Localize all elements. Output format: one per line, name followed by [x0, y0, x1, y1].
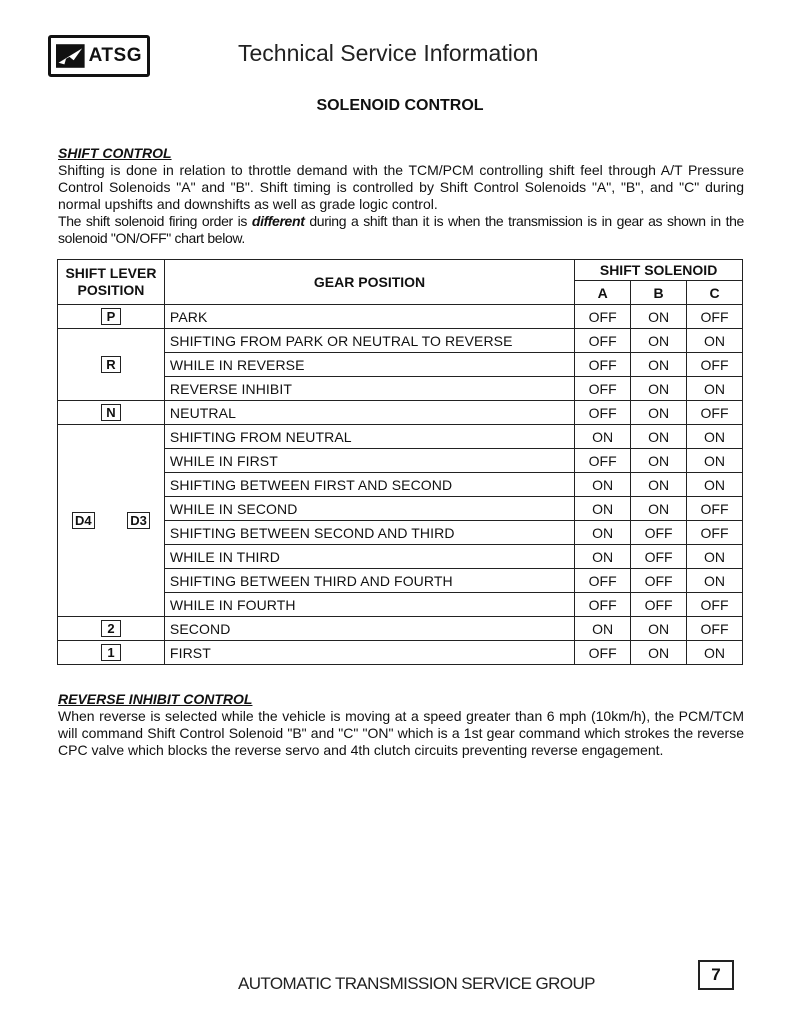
solenoid-a-cell: OFF: [575, 569, 631, 593]
plane-icon: [56, 42, 85, 70]
lever-drive: [58, 425, 165, 617]
solenoid-b-cell: ON: [631, 305, 687, 329]
solenoid-c-cell: OFF: [687, 401, 743, 425]
para2-after: during a shift than it is when the transmission is in gear as shown in the solenoid "ON/OFF" chart below.: [58, 213, 744, 246]
solenoid-b-cell: ON: [631, 449, 687, 473]
solenoid-a-cell: OFF: [575, 353, 631, 377]
solenoid-b-cell: ON: [631, 329, 687, 353]
solenoid-a-cell: ON: [575, 425, 631, 449]
solenoid-c-cell: ON: [687, 569, 743, 593]
section-title: SOLENOID CONTROL: [316, 97, 484, 114]
solenoid-c-cell: ON: [687, 545, 743, 569]
solenoid-c-cell: ON: [687, 641, 743, 665]
solenoid-c-cell: ON: [687, 377, 743, 401]
gear-cell: SHIFTING FROM NEUTRAL: [164, 425, 574, 449]
lever-d3: D3: [127, 512, 150, 529]
solenoid-a-cell: OFF: [575, 401, 631, 425]
header-gear-position: GEAR POSITION: [164, 260, 574, 305]
gear-cell: REVERSE INHIBIT: [164, 377, 574, 401]
solenoid-a-cell: OFF: [575, 593, 631, 617]
solenoid-b-cell: ON: [631, 353, 687, 377]
solenoid-a-cell: ON: [575, 473, 631, 497]
table-row: [58, 425, 743, 449]
gear-cell: WHILE IN REVERSE: [164, 353, 574, 377]
lever-neutral: N: [58, 401, 165, 425]
solenoid-b-cell: ON: [631, 377, 687, 401]
reverse-inhibit-heading: REVERSE INHIBIT CONTROL: [58, 691, 253, 707]
gear-cell: WHILE IN FIRST: [164, 449, 574, 473]
shift-control-heading: SHIFT CONTROL: [58, 145, 172, 161]
header-solenoid-b: B: [631, 281, 687, 305]
solenoid-c-cell: OFF: [687, 353, 743, 377]
para2-before: The shift solenoid firing order is: [58, 213, 252, 229]
gear-cell: WHILE IN FOURTH: [164, 593, 574, 617]
solenoid-a-cell: ON: [575, 521, 631, 545]
table-row: [58, 401, 743, 425]
header-shift-lever: SHIFT LEVER POSITION: [58, 260, 165, 305]
gear-cell: PARK: [164, 305, 574, 329]
solenoid-a-cell: OFF: [575, 329, 631, 353]
solenoid-b-cell: ON: [631, 401, 687, 425]
lever-d4: D4: [72, 512, 95, 529]
solenoid-c-cell: OFF: [687, 617, 743, 641]
solenoid-c-cell: ON: [687, 425, 743, 449]
solenoid-c-cell: OFF: [687, 497, 743, 521]
solenoid-c-cell: ON: [687, 329, 743, 353]
logo-text: ATSG: [88, 45, 142, 66]
table-row: [58, 641, 743, 665]
solenoid-a-cell: ON: [575, 617, 631, 641]
solenoid-a-cell: ON: [575, 497, 631, 521]
reverse-inhibit-section: [58, 691, 744, 759]
gear-cell: WHILE IN THIRD: [164, 545, 574, 569]
solenoid-b-cell: OFF: [631, 569, 687, 593]
solenoid-a-cell: OFF: [575, 641, 631, 665]
lever-park: P: [58, 305, 165, 329]
solenoid-a-cell: OFF: [575, 449, 631, 473]
atsg-logo: [48, 35, 150, 77]
shift-control-section: [58, 145, 744, 247]
gear-cell: SHIFTING FROM PARK OR NEUTRAL TO REVERSE: [164, 329, 574, 353]
solenoid-b-cell: ON: [631, 641, 687, 665]
solenoid-b-cell: ON: [631, 497, 687, 521]
solenoid-a-cell: ON: [575, 545, 631, 569]
solenoid-c-cell: ON: [687, 473, 743, 497]
solenoid-c-cell: OFF: [687, 305, 743, 329]
table-row: [58, 305, 743, 329]
shift-control-paragraph-2: [58, 213, 744, 247]
solenoid-chart: [57, 259, 743, 665]
solenoid-b-cell: ON: [631, 473, 687, 497]
solenoid-c-cell: OFF: [687, 521, 743, 545]
solenoid-c-cell: OFF: [687, 593, 743, 617]
document-title: Technical Service Information: [238, 40, 539, 66]
gear-cell: SHIFTING BETWEEN SECOND AND THIRD: [164, 521, 574, 545]
lever-first: 1: [58, 641, 165, 665]
gear-cell: SHIFTING BETWEEN THIRD AND FOURTH: [164, 569, 574, 593]
header-solenoid-c: C: [687, 281, 743, 305]
solenoid-a-cell: OFF: [575, 377, 631, 401]
solenoid-a-cell: OFF: [575, 305, 631, 329]
gear-cell: SHIFTING BETWEEN FIRST AND SECOND: [164, 473, 574, 497]
reverse-inhibit-paragraph: When reverse is selected while the vehicle is moving at a speed greater than 6 mph (10km/h), the PCM/TCM will command Shift Control Solenoid "B" and "C" "ON" which is a 1st gear command which strokes the reverse CPC valve which blocks the reverse servo and 4th clutch circuits preventing reverse engagement.: [58, 708, 744, 758]
page-number: 7: [698, 960, 734, 990]
solenoid-b-cell: OFF: [631, 521, 687, 545]
solenoid-b-cell: OFF: [631, 545, 687, 569]
header-solenoid-a: A: [575, 281, 631, 305]
solenoid-b-cell: ON: [631, 425, 687, 449]
gear-cell: FIRST: [164, 641, 574, 665]
lever-reverse: R: [58, 329, 165, 401]
header-shift-solenoid: SHIFT SOLENOID: [575, 260, 743, 281]
footer-text: AUTOMATIC TRANSMISSION SERVICE GROUP: [238, 974, 595, 993]
solenoid-b-cell: ON: [631, 617, 687, 641]
lever-second: 2: [58, 617, 165, 641]
table-row: [58, 617, 743, 641]
gear-cell: NEUTRAL: [164, 401, 574, 425]
shift-control-paragraph-1: Shifting is done in relation to throttle demand with the TCM/PCM controlling shift feel through A/T Pressure Control Solenoids "A" and "B". Shift timing is controlled by Shift Control Solenoids "A", "B", and "C" during normal upshifts and downshifts as well as grade logic control.: [58, 162, 744, 212]
table-row: [58, 329, 743, 353]
para2-emphasis: different: [251, 213, 305, 229]
gear-cell: WHILE IN SECOND: [164, 497, 574, 521]
gear-cell: SECOND: [164, 617, 574, 641]
solenoid-c-cell: ON: [687, 449, 743, 473]
solenoid-b-cell: OFF: [631, 593, 687, 617]
